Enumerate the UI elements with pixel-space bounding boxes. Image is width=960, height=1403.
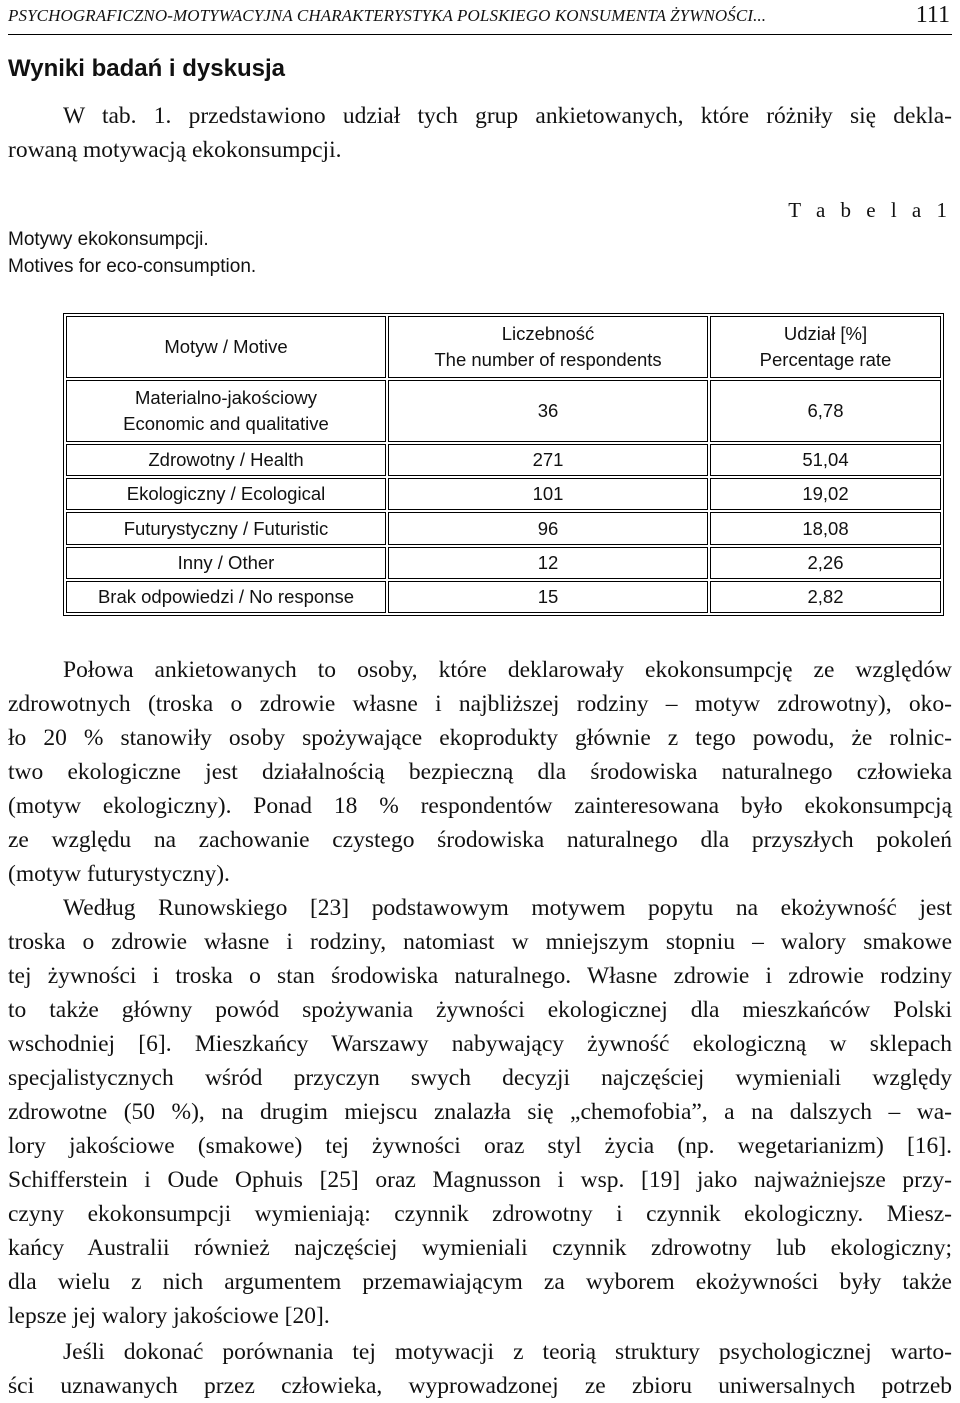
cell-count: 36 [388,380,708,442]
text-line: czyny ekokonsumpcji wymieniają: czynnik zdrowotny i czynnik ekologiczny. Miesz- [8,1201,952,1227]
cell-motive: Futurystyczny / Futuristic [66,512,386,544]
text-line: Według Runowskiego [23] podstawowym motywem popytu na ekożywność jest [63,895,952,921]
text-line: two ekologiczne jest działalnością bezpieczną dla środowiska naturalnego człowieka [8,759,952,785]
body-paragraph-1 [8,653,952,891]
text-line: kańcy Australii również najczęściej wymieniali czynnik zdrowotny lub ekologiczny; [8,1235,952,1261]
text-line: specjalistycznych wśród przyczyn swych decyzji najczęściej wymieniali względy [8,1065,952,1091]
table-row [66,444,941,476]
table-row [66,512,941,544]
header-cell-share: Udział [%] Percentage rate [710,316,941,378]
cell-count: 96 [388,512,708,544]
cell-share: 2,26 [710,547,941,579]
running-header-title: PSYCHOGRAFICZNO-MOTYWACYJNA CHARAKTERYSTYKA POLSKIEGO KONSUMENTA ŻYWNOŚCI... [8,6,767,25]
header-cell-count: Liczebność The number of respondents [388,316,708,378]
section-heading: Wyniki badań i dyskusja [8,55,285,82]
intro-paragraph [8,99,952,167]
body-paragraph-2 [8,891,952,1333]
header-cell-motive: Motyw / Motive [66,316,386,378]
body-paragraph-3 [8,1335,952,1403]
text-line: (motyw ekologiczny). Ponad 18 % respondentów zainteresowana było ekokonsumpcją [8,793,952,819]
table-row [66,380,941,442]
table-row [66,547,941,579]
cell-share: 51,04 [710,444,941,476]
cell-motive: Inny / Other [66,547,386,579]
text-line: W tab. 1. przedstawiono udział tych grup ankietowanych, które różniły się dekla- [63,103,952,129]
text-line: tej żywności i troska o stan środowiska naturalnego. Własne zdrowie i zdrowie rodziny [8,963,952,989]
cell-motive: Materialno-jakościowy Economic and qualitative [66,380,386,442]
cell-share: 19,02 [710,478,941,510]
running-header [8,4,952,35]
text-line: wschodniej [6]. Mieszkańcy Warszawy nabywający żywność ekologiczną w sklepach [8,1031,952,1057]
text-line: zdrowotne (50 %), na drugim miejscu znalazła się „chemofobia”, a na dalszych – wa- [8,1099,952,1125]
text-line: lepsze jej walory jakościowe [20]. [8,1303,330,1329]
table-caption-en: Motives for eco-consumption. [8,256,257,277]
motives-table [63,313,944,616]
table-row [66,581,941,613]
cell-count: 271 [388,444,708,476]
cell-motive: Brak odpowiedzi / No response [66,581,386,613]
table-header-row [66,316,941,378]
text-line: lory jakościowe (smakowe) tej żywności oraz styl życia (np. wegetarianizm) [16]. [8,1133,952,1159]
table-row [66,478,941,510]
text-line: ze względu na zachowanie czystego środowiska naturalnego dla przyszłych pokoleń [8,827,952,853]
table-caption [8,226,256,280]
cell-share: 2,82 [710,581,941,613]
text-line: dla wielu z nich argumentem przemawiającym za wyborem ekożywności były także [8,1269,952,1295]
text-line: (motyw futurystyczny). [8,861,230,887]
cell-share: 18,08 [710,512,941,544]
table-label: T a b e l a 1 [788,198,952,222]
cell-count: 101 [388,478,708,510]
text-line: rowaną motywacją ekokonsumpcji. [8,137,342,163]
text-line: Schifferstein i Oude Ophuis [25] oraz Magnusson i wsp. [19] jako najważniejsze przy- [8,1167,952,1193]
cell-motive: Ekologiczny / Ecological [66,478,386,510]
text-line: ło 20 % stanowiły osoby spożywające ekoprodukty głównie z tego powodu, że rolnic- [8,725,952,751]
text-line: Jeśli dokonać porównania tej motywacji z teorią struktury psychologicznej warto- [63,1339,952,1365]
table-caption-pl: Motywy ekokonsumpcji. [8,229,209,250]
cell-count: 12 [388,547,708,579]
text-line: ści uznawanych przez człowieka, wyprowadzonej ze zbioru uniwersalnych potrzeb [8,1373,952,1399]
cell-share: 6,78 [710,380,941,442]
cell-motive: Zdrowotny / Health [66,444,386,476]
cell-count: 15 [388,581,708,613]
text-line: troska o zdrowie własne i rodziny, natomiast w mniejszym stopniu – walory smakowe [8,929,952,955]
text-line: zdrowotnych (troska o zdrowie własne i najbliższej rodziny – motyw zdrowotny), oko- [8,691,952,717]
text-line: Połowa ankietowanych to osoby, które deklarowały ekokonsumpcję ze względów [63,657,952,683]
page-number: 111 [915,2,950,28]
text-line: to także główny powód spożywania żywności ekologicznej dla mieszkańców Polski [8,997,952,1023]
